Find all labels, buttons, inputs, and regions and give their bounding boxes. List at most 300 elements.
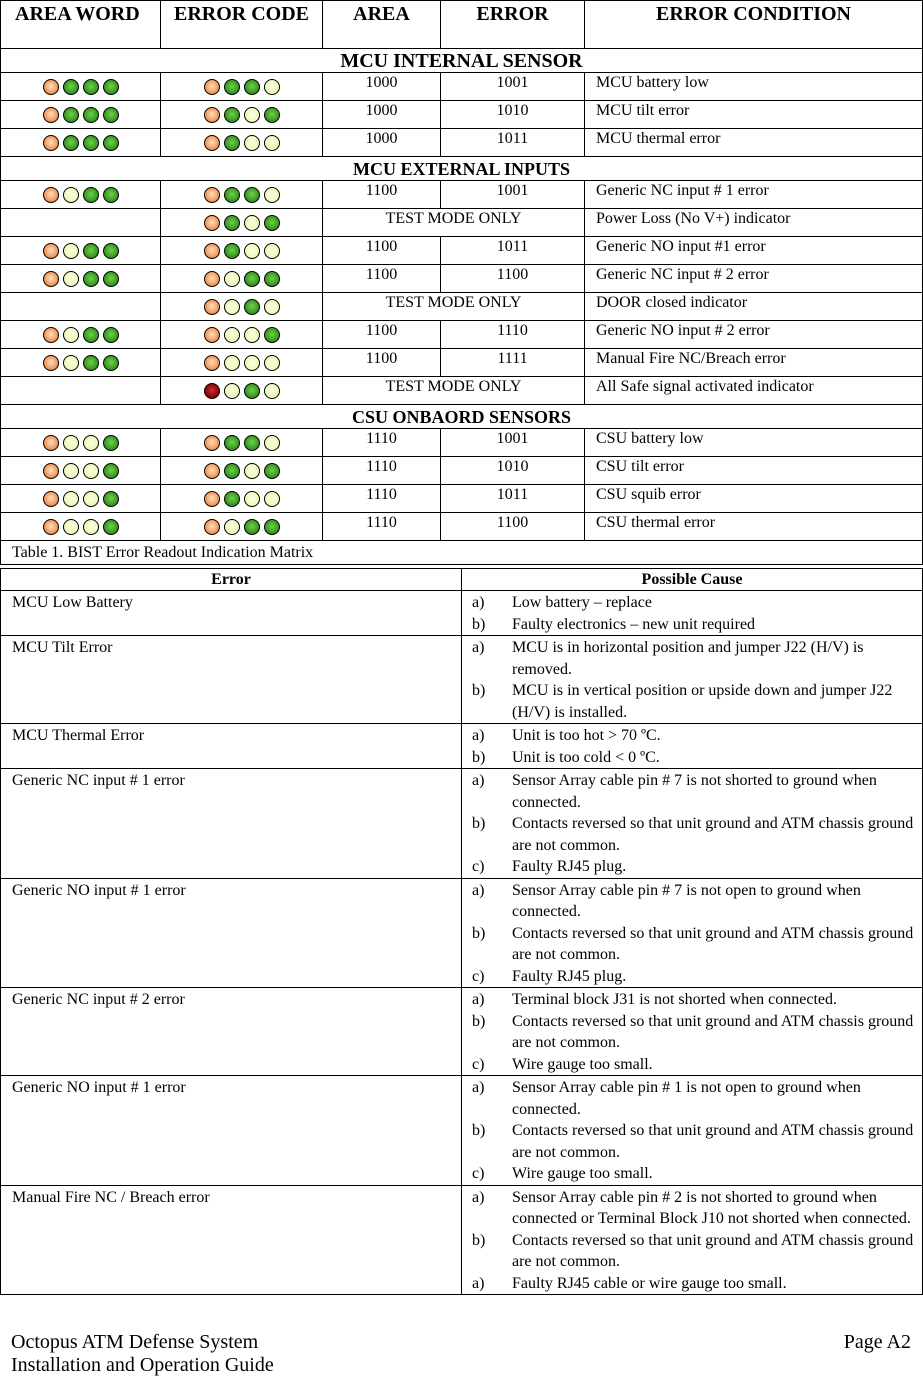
led-green-icon	[264, 215, 280, 231]
error-code-leds	[161, 265, 323, 293]
error-name: Generic NC input # 1 error	[1, 769, 462, 879]
led-green-icon	[103, 271, 119, 287]
cause-list	[462, 1185, 923, 1295]
table-row	[1, 377, 923, 405]
cause-text: Wire gauge too small.	[512, 1055, 653, 1073]
page-number: Page A2	[843, 1331, 911, 1353]
area-value: 1110	[323, 429, 441, 457]
led-orange-icon	[204, 299, 220, 315]
list-item	[472, 747, 918, 769]
led-off-icon	[244, 243, 260, 259]
cause-text: MCU is in vertical position or upside down and jumper J22 (H/V) is installed.	[512, 682, 893, 721]
led-green-icon	[264, 463, 280, 479]
led-orange-icon	[204, 491, 220, 507]
table-row	[1, 591, 923, 636]
error-value: 1100	[441, 265, 585, 293]
led-off-icon	[224, 519, 240, 535]
section-title: MCU INTERNAL SENSOR	[1, 49, 923, 73]
led-off-icon	[244, 135, 260, 151]
cause-label: a)	[472, 881, 485, 899]
matrix-body	[1, 49, 923, 565]
header-error: Error	[1, 569, 462, 591]
header-error: ERROR	[441, 1, 585, 49]
cause-label: b)	[472, 924, 486, 942]
led-green-icon	[83, 79, 99, 95]
cause-list	[462, 878, 923, 988]
led-off-icon	[264, 243, 280, 259]
error-condition: Power Loss (No V+) indicator	[585, 209, 923, 237]
error-condition: MCU tilt error	[585, 101, 923, 129]
area-value: 1100	[323, 237, 441, 265]
led-off-icon	[264, 383, 280, 399]
error-condition: Generic NC input # 1 error	[585, 181, 923, 209]
area-word-leds	[1, 129, 161, 157]
area-value: 1000	[323, 129, 441, 157]
list-item	[472, 1054, 918, 1076]
led-green-icon	[244, 383, 260, 399]
cause-label: c)	[472, 858, 485, 875]
cause-text: Contacts reversed so that unit ground and ATM chassis ground are not common.	[512, 924, 914, 963]
area-word-leds	[1, 265, 161, 293]
led-green-icon	[264, 519, 280, 535]
table-row	[1, 457, 923, 485]
led-orange-icon	[204, 135, 220, 151]
led-green-icon	[103, 355, 119, 371]
led-off-icon	[83, 463, 99, 479]
cause-label: b)	[472, 615, 486, 633]
section-row	[1, 405, 923, 429]
led-green-icon	[103, 463, 119, 479]
cause-label: c)	[472, 1165, 485, 1182]
led-green-icon	[83, 355, 99, 371]
cause-label: b)	[472, 682, 486, 699]
list-item	[472, 1273, 918, 1295]
cause-text: Contacts reversed so that unit ground and ATM chassis ground are not common.	[512, 1122, 914, 1161]
error-name: MCU Tilt Error	[1, 636, 462, 724]
error-code-leds	[161, 181, 323, 209]
led-off-icon	[63, 243, 79, 259]
cause-label: a)	[472, 991, 485, 1008]
cause-label: c)	[472, 1055, 485, 1073]
error-value: 1001	[441, 73, 585, 101]
area-value: 1000	[323, 101, 441, 129]
led-off-icon	[63, 355, 79, 371]
list-item	[472, 813, 918, 856]
list-item	[472, 1230, 918, 1273]
led-orange-icon	[204, 463, 220, 479]
led-off-icon	[83, 519, 99, 535]
possible-cause-table	[0, 568, 923, 1295]
error-code-leds	[161, 101, 323, 129]
list-item	[472, 614, 918, 636]
led-orange-icon	[43, 463, 59, 479]
led-green-icon	[224, 491, 240, 507]
list-item	[472, 923, 918, 966]
led-orange-icon	[43, 355, 59, 371]
led-green-icon	[83, 271, 99, 287]
led-green-icon	[83, 187, 99, 203]
led-green-icon	[224, 463, 240, 479]
error-value: 1010	[441, 101, 585, 129]
area-value: 1000	[323, 73, 441, 101]
cause-label: b)	[472, 815, 486, 832]
led-green-icon	[224, 187, 240, 203]
error-name: Generic NC input # 2 error	[1, 988, 462, 1076]
table-caption: Table 1. BIST Error Readout Indication Matrix	[1, 541, 923, 565]
led-green-icon	[244, 299, 260, 315]
table-row	[1, 988, 923, 1076]
led-off-icon	[83, 491, 99, 507]
cause-text: Contacts reversed so that unit ground and ATM chassis ground are not common.	[512, 815, 914, 854]
error-code-leds	[161, 293, 323, 321]
error-code-leds	[161, 321, 323, 349]
error-condition: Generic NO input #1 error	[585, 237, 923, 265]
cause-label: b)	[472, 1122, 486, 1139]
cause-label: a)	[472, 1274, 485, 1292]
led-off-icon	[244, 491, 260, 507]
error-code-leds	[161, 429, 323, 457]
led-off-icon	[83, 435, 99, 451]
table-row	[1, 485, 923, 513]
error-value: 1001	[441, 429, 585, 457]
cause-label: a)	[472, 594, 485, 611]
led-off-icon	[244, 463, 260, 479]
list-item	[472, 770, 918, 813]
table-row	[1, 349, 923, 377]
error-code-leds	[161, 129, 323, 157]
led-green-icon	[103, 135, 119, 151]
cause-text: Unit is too hot > 70 ºC.	[512, 727, 661, 744]
area-value: 1110	[323, 513, 441, 541]
error-condition: CSU squib error	[585, 485, 923, 513]
error-condition: MCU thermal error	[585, 129, 923, 157]
error-value: 1110	[441, 321, 585, 349]
table-row	[1, 129, 923, 157]
section-row	[1, 157, 923, 181]
error-condition: Generic NO input # 2 error	[585, 321, 923, 349]
area-value: 1110	[323, 457, 441, 485]
area-word-leds	[1, 457, 161, 485]
led-green-icon	[244, 519, 260, 535]
led-orange-icon	[204, 215, 220, 231]
led-orange-icon	[43, 135, 59, 151]
section-title: CSU ONBAORD SENSORS	[1, 405, 923, 429]
led-green-icon	[224, 243, 240, 259]
led-green-icon	[103, 435, 119, 451]
area-word-leds	[1, 181, 161, 209]
led-red-icon	[204, 383, 220, 399]
error-name: Manual Fire NC / Breach error	[1, 1185, 462, 1295]
header-area-word: AREA WORD	[1, 1, 161, 49]
led-green-icon	[103, 327, 119, 343]
led-green-icon	[83, 243, 99, 259]
area-value: 1100	[323, 181, 441, 209]
cause-label: c)	[472, 967, 485, 985]
led-green-icon	[103, 107, 119, 123]
table-row	[1, 321, 923, 349]
list-item	[472, 966, 918, 988]
table-row	[1, 73, 923, 101]
list-item	[472, 880, 918, 923]
test-mode-label: TEST MODE ONLY	[323, 209, 585, 237]
footer-doc-title: Octopus ATM Defense System	[11, 1331, 259, 1353]
table-row	[1, 724, 923, 769]
error-condition: CSU thermal error	[585, 513, 923, 541]
led-off-icon	[224, 383, 240, 399]
table-row	[1, 1185, 923, 1295]
error-value: 1011	[441, 129, 585, 157]
error-code-leds	[161, 485, 323, 513]
table-row	[1, 513, 923, 541]
cause-list	[462, 988, 923, 1076]
area-value: 1110	[323, 485, 441, 513]
bist-error-matrix-table	[0, 0, 923, 565]
led-orange-icon	[43, 79, 59, 95]
led-off-icon	[63, 491, 79, 507]
led-off-icon	[264, 435, 280, 451]
error-code-leds	[161, 377, 323, 405]
led-off-icon	[264, 299, 280, 315]
led-green-icon	[244, 187, 260, 203]
error-name: MCU Low Battery	[1, 591, 462, 636]
error-condition: MCU battery low	[585, 73, 923, 101]
cause-text: MCU is in horizontal position and jumper J22 (H/V) is removed.	[512, 639, 864, 678]
led-green-icon	[63, 107, 79, 123]
cause-label: a)	[472, 1188, 485, 1206]
area-word-leds	[1, 209, 161, 237]
led-orange-icon	[43, 107, 59, 123]
error-name: Generic NO input # 1 error	[1, 1076, 462, 1186]
error-condition: DOOR closed indicator	[585, 293, 923, 321]
area-word-leds	[1, 377, 161, 405]
cause-text: Terminal block J31 is not shorted when connected.	[512, 991, 838, 1008]
cause-label: a)	[472, 772, 485, 789]
led-green-icon	[264, 107, 280, 123]
list-item	[472, 1077, 918, 1120]
error-condition: All Safe signal activated indicator	[585, 377, 923, 405]
led-off-icon	[264, 135, 280, 151]
led-off-icon	[244, 215, 260, 231]
led-orange-icon	[204, 355, 220, 371]
led-off-icon	[264, 79, 280, 95]
table-row	[1, 101, 923, 129]
led-off-icon	[63, 463, 79, 479]
led-green-icon	[103, 79, 119, 95]
area-value: 1100	[323, 349, 441, 377]
led-off-icon	[244, 355, 260, 371]
error-condition: Manual Fire NC/Breach error	[585, 349, 923, 377]
error-name: MCU Thermal Error	[1, 724, 462, 769]
led-green-icon	[224, 135, 240, 151]
list-item	[472, 1163, 918, 1185]
header-area: AREA	[323, 1, 441, 49]
table-row	[1, 636, 923, 724]
led-orange-icon	[204, 435, 220, 451]
list-item	[472, 856, 918, 878]
cause-text: Faulty electronics – new unit required	[512, 615, 756, 633]
cause-label: a)	[472, 639, 485, 656]
list-item	[472, 1187, 918, 1230]
led-off-icon	[224, 271, 240, 287]
list-item	[472, 725, 918, 747]
error-value: 1100	[441, 513, 585, 541]
led-off-icon	[224, 355, 240, 371]
led-off-icon	[63, 187, 79, 203]
cause-text: Sensor Array cable pin # 2 is not shorted to ground when connected or Terminal Block J10 not shorted when connected.	[512, 1188, 911, 1227]
cause-text: Unit is too cold < 0 ºC.	[512, 748, 660, 766]
table-row	[1, 293, 923, 321]
led-orange-icon	[43, 243, 59, 259]
led-green-icon	[103, 519, 119, 535]
error-code-leds	[161, 237, 323, 265]
led-green-icon	[224, 215, 240, 231]
area-word-leds	[1, 429, 161, 457]
list-item	[472, 1011, 918, 1054]
error-name: Generic NO input # 1 error	[1, 878, 462, 988]
cause-label: a)	[472, 1079, 485, 1096]
area-word-leds	[1, 237, 161, 265]
led-off-icon	[264, 491, 280, 507]
error-value: 1011	[441, 485, 585, 513]
area-value: 1100	[323, 321, 441, 349]
table-row	[1, 181, 923, 209]
led-green-icon	[244, 435, 260, 451]
test-mode-label: TEST MODE ONLY	[323, 377, 585, 405]
error-code-leds	[161, 73, 323, 101]
cause-list	[462, 724, 923, 769]
led-green-icon	[264, 327, 280, 343]
cause-list	[462, 769, 923, 879]
led-off-icon	[244, 107, 260, 123]
led-orange-icon	[43, 435, 59, 451]
led-off-icon	[63, 271, 79, 287]
error-code-leds	[161, 457, 323, 485]
led-green-icon	[244, 79, 260, 95]
cause-label: b)	[472, 1012, 486, 1030]
header-error-code: ERROR CODE	[161, 1, 323, 49]
led-off-icon	[63, 327, 79, 343]
led-off-icon	[63, 435, 79, 451]
led-green-icon	[224, 435, 240, 451]
list-item	[472, 1120, 918, 1163]
error-condition: Generic NC input # 2 error	[585, 265, 923, 293]
led-green-icon	[244, 271, 260, 287]
table-row	[1, 769, 923, 879]
list-item	[472, 592, 918, 614]
cause-text: Contacts reversed so that unit ground and ATM chassis ground are not common.	[512, 1012, 914, 1051]
error-code-leds	[161, 209, 323, 237]
footer-doc-subtitle: Installation and Operation Guide	[11, 1354, 274, 1376]
led-orange-icon	[204, 519, 220, 535]
section-title: MCU EXTERNAL INPUTS	[1, 157, 923, 181]
cause-text: Wire gauge too small.	[512, 1165, 653, 1182]
led-orange-icon	[43, 327, 59, 343]
led-green-icon	[83, 327, 99, 343]
error-value: 1010	[441, 457, 585, 485]
cause-label: b)	[472, 748, 486, 766]
led-off-icon	[264, 187, 280, 203]
led-green-icon	[103, 243, 119, 259]
area-word-leds	[1, 73, 161, 101]
section-row	[1, 49, 923, 73]
cause-label: a)	[472, 727, 485, 744]
area-value: 1100	[323, 265, 441, 293]
led-green-icon	[103, 187, 119, 203]
led-green-icon	[83, 107, 99, 123]
area-word-leds	[1, 321, 161, 349]
led-orange-icon	[204, 79, 220, 95]
led-green-icon	[264, 271, 280, 287]
error-condition: CSU tilt error	[585, 457, 923, 485]
test-mode-label: TEST MODE ONLY	[323, 293, 585, 321]
led-green-icon	[83, 135, 99, 151]
table-row	[1, 878, 923, 988]
led-orange-icon	[43, 491, 59, 507]
error-value: 1111	[441, 349, 585, 377]
list-item	[472, 637, 918, 680]
header-possible-cause: Possible Cause	[462, 569, 923, 591]
cause-text: Sensor Array cable pin # 7 is not shorted to ground when connected.	[512, 772, 877, 811]
led-green-icon	[103, 491, 119, 507]
table-row	[1, 429, 923, 457]
caption-row	[1, 541, 923, 565]
led-green-icon	[224, 107, 240, 123]
area-word-leds	[1, 293, 161, 321]
error-value: 1001	[441, 181, 585, 209]
cause-text: Faulty RJ45 plug.	[512, 967, 627, 985]
area-word-leds	[1, 101, 161, 129]
area-word-leds	[1, 513, 161, 541]
list-item	[472, 989, 918, 1011]
cause-text: Low battery – replace	[512, 594, 652, 611]
led-green-icon	[224, 79, 240, 95]
led-orange-icon	[43, 187, 59, 203]
error-code-leds	[161, 349, 323, 377]
table-row	[1, 237, 923, 265]
led-off-icon	[63, 519, 79, 535]
causes-body	[1, 591, 923, 1295]
led-off-icon	[224, 299, 240, 315]
led-orange-icon	[43, 271, 59, 287]
cause-text: Faulty RJ45 plug.	[512, 858, 627, 875]
error-code-leds	[161, 513, 323, 541]
led-orange-icon	[43, 519, 59, 535]
header-error-condition: ERROR CONDITION	[585, 1, 923, 49]
led-orange-icon	[204, 271, 220, 287]
cause-text: Contacts reversed so that unit ground and ATM chassis ground are not common.	[512, 1231, 914, 1270]
error-value: 1011	[441, 237, 585, 265]
list-item	[472, 680, 918, 723]
led-orange-icon	[204, 187, 220, 203]
area-word-leds	[1, 485, 161, 513]
table-row	[1, 1076, 923, 1186]
cause-label: b)	[472, 1231, 486, 1249]
led-orange-icon	[204, 327, 220, 343]
table-row	[1, 265, 923, 293]
led-off-icon	[224, 327, 240, 343]
cause-list	[462, 591, 923, 636]
cause-list	[462, 636, 923, 724]
led-green-icon	[63, 79, 79, 95]
cause-text: Faulty RJ45 cable or wire gauge too small.	[512, 1274, 787, 1292]
cause-text: Sensor Array cable pin # 7 is not open to ground when connected.	[512, 881, 861, 920]
area-word-leds	[1, 349, 161, 377]
led-orange-icon	[204, 107, 220, 123]
error-condition: CSU battery low	[585, 429, 923, 457]
table-row	[1, 209, 923, 237]
cause-list	[462, 1076, 923, 1186]
led-green-icon	[63, 135, 79, 151]
